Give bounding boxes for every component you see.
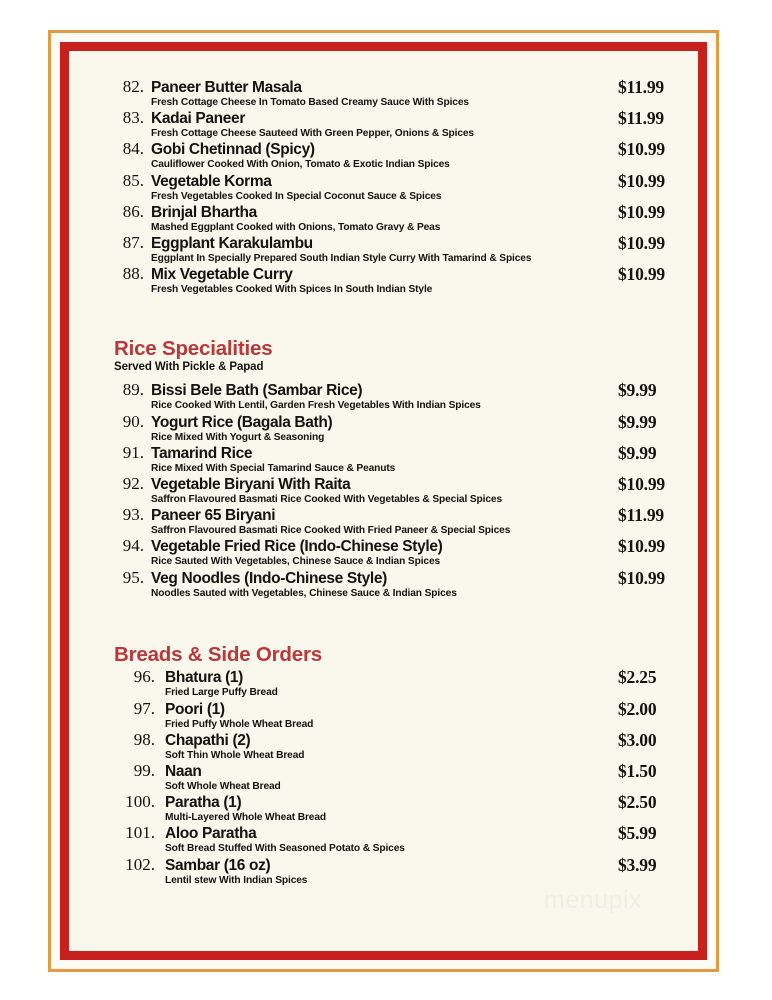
menu-item-name: Gobi Chetinnad (Spicy) (151, 141, 315, 159)
menu-item-headline (113, 108, 658, 128)
menu-item-price: $10.99 (618, 567, 665, 588)
menu-item-price: $5.99 (618, 823, 657, 844)
menu-item-description: Fresh Cottage Cheese In Tomato Based Creamy Sauce With Spices (151, 97, 469, 108)
menu-item-description: Rice Cooked With Lentil, Garden Fresh Vegetables With Indian Spices (151, 400, 481, 412)
menu-item-name: Naan (165, 762, 202, 780)
menu-item-number: 98. (133, 729, 155, 749)
menu-item-name: Paneer 65 Biryani (151, 507, 276, 525)
menu-item-headline (113, 699, 658, 719)
menu-item-price: $10.99 (618, 474, 665, 495)
menu-item-number: 100. (125, 792, 155, 812)
menupix-watermark: menupix (544, 886, 642, 914)
outer-decorative-border (48, 30, 719, 972)
menu-item-name: Paratha (1) (165, 794, 242, 812)
menu-item-price: $9.99 (618, 411, 657, 432)
menu-item-headline (113, 412, 658, 432)
menu-item-price: $9.99 (618, 442, 657, 463)
menu-content-sheet (69, 51, 698, 951)
menu-item-description: Fried Large Puffy Bread (165, 687, 278, 699)
menu-item (113, 730, 658, 761)
menu-item-price: $11.99 (618, 108, 664, 129)
section-heading: Rice Specialities (114, 337, 273, 361)
menu-item-headline (113, 568, 658, 588)
section-heading: Breads & Side Orders (114, 642, 322, 666)
menu-item-name: Mix Vegetable Curry (151, 266, 293, 284)
menu-item-price: $10.99 (618, 233, 665, 254)
menu-item-number: 91. (122, 442, 144, 462)
menu-item-headline (113, 233, 658, 253)
menu-item-description: Lentil stew With Indian Spices (165, 874, 308, 886)
menu-item-description: Rice Mixed With Special Tamarind Sauce & Peanuts (151, 462, 396, 474)
menu-item (113, 443, 658, 474)
menu-item-headline (113, 536, 658, 556)
menu-item-headline (113, 264, 658, 284)
menu-item-number: 95. (122, 567, 144, 587)
menu-item-description: Multi-Layered Whole Wheat Bread (165, 812, 326, 824)
menu-item-headline (113, 77, 658, 97)
menu-item-number: 97. (133, 698, 155, 718)
menu-item-list (113, 77, 665, 296)
menu-item (113, 855, 658, 886)
menu-item-price: $10.99 (618, 536, 665, 557)
menu-item (113, 233, 665, 265)
menu-item-description: Soft Bread Stuffed With Seasoned Potato & Spices (165, 843, 405, 855)
menu-section-breads-side-orders (113, 642, 658, 886)
menu-item-name: Tamarind Rice (151, 444, 253, 462)
menu-item (113, 792, 658, 823)
menu-item-description: Fresh Vegetables Cooked With Spices In South Indian Style (151, 284, 433, 296)
menu-item (113, 170, 665, 202)
menu-item-price: $2.00 (618, 698, 657, 719)
menu-item-headline (113, 855, 658, 875)
menu-item-number: 96. (133, 667, 155, 687)
menu-item (113, 201, 665, 233)
menu-item-headline (113, 730, 658, 750)
menu-item-number: 82. (122, 77, 144, 96)
menu-item (113, 77, 664, 108)
menu-item-price: $11.99 (618, 505, 664, 526)
menu-item-headline (113, 202, 658, 222)
menu-item-price: $9.99 (618, 380, 657, 401)
menu-item-price: $3.00 (618, 729, 657, 750)
menu-item-number: 90. (122, 411, 144, 431)
menu-item-name: Sambar (16 oz) (165, 856, 271, 874)
menu-item-name: Paneer Butter Masala (151, 79, 302, 96)
menu-item-description: Cauliflower Cooked With Onion, Tomato & Exotic Indian Spices (151, 159, 450, 171)
menu-item-name: Vegetable Biryani With Raita (151, 476, 351, 494)
menu-item-name: Yogurt Rice (Bagala Bath) (151, 413, 333, 431)
menu-item-headline (113, 667, 658, 687)
menu-item-description: Mashed Eggplant Cooked with Onions, Tomato Gravy & Peas (151, 221, 441, 233)
menu-item-description: Rice Mixed With Yogurt & Seasoning (151, 431, 325, 443)
menu-item-number: 87. (122, 233, 144, 253)
menu-item-number: 93. (122, 505, 144, 525)
menu-item-description: Soft Whole Wheat Bread (165, 780, 281, 792)
menu-item-price: $10.99 (618, 201, 665, 222)
menu-item-description: Fresh Cottage Cheese Sauteed With Green Pepper, Onions & Spices (151, 128, 474, 140)
menu-item-number: 83. (122, 108, 144, 128)
menu-item-description: Soft Thin Whole Wheat Bread (165, 749, 305, 761)
menu-item-price: $3.99 (618, 854, 657, 875)
menu-item-headline (113, 474, 658, 494)
section-spacer (113, 295, 658, 339)
menu-item-description: Eggplant In Specially Prepared South Indian Style Curry With Tamarind & Spices (151, 253, 532, 265)
menu-item-description: Saffron Flavoured Basmati Rice Cooked With Fried Paneer & Special Spices (151, 525, 511, 537)
menu-item (113, 761, 658, 792)
menu-item-headline (113, 761, 658, 781)
menu-item (113, 474, 665, 506)
menu-item-headline (113, 823, 658, 843)
menu-item-list (113, 380, 665, 599)
menu-item-name: Vegetable Korma (151, 172, 272, 190)
menu-item (113, 264, 665, 296)
menu-item-name: Eggplant Karakulambu (151, 235, 313, 253)
menu-item-description: Rice Sauted With Vegetables, Chinese Sauce & Indian Spices (151, 556, 441, 568)
menu-item (113, 536, 665, 568)
menu-item (113, 823, 658, 854)
menu-item-description: Fried Puffy Whole Wheat Bread (165, 718, 314, 730)
menu-item-headline (113, 380, 658, 400)
menu-item-headline (113, 505, 658, 525)
menu-item-description: Saffron Flavoured Basmati Rice Cooked With Vegetables & Special Spices (151, 494, 503, 506)
menu-item-price: $10.99 (618, 139, 665, 160)
menu-item-number: 89. (122, 380, 144, 400)
menu-item (113, 108, 664, 140)
inner-decorative-border (60, 42, 707, 960)
menu-item-list (113, 667, 658, 885)
menu-item-number: 86. (122, 201, 144, 221)
menu-item-name: Poori (1) (165, 700, 225, 718)
menu-item-number: 84. (122, 139, 144, 159)
menu-item-headline (113, 171, 658, 191)
menu-item-name: Bissi Bele Bath (Sambar Rice) (151, 382, 363, 400)
menu-item-description: Noodles Sauted with Vegetables, Chinese Sauce & Indian Spices (151, 587, 457, 599)
menu-item-number: 102. (125, 854, 155, 874)
menu-item-description: Fresh Vegetables Cooked In Special Coconut Sauce & Spices (151, 190, 442, 202)
menu-item-price: $2.25 (618, 667, 657, 688)
menu-section-curries-continued (113, 77, 665, 296)
menu-item (113, 412, 658, 443)
menu-item (113, 667, 658, 698)
menu-item (113, 699, 658, 730)
menu-item-number: 88. (122, 264, 144, 284)
menu-item (113, 380, 658, 411)
section-spacer (113, 599, 658, 645)
menu-item-name: Vegetable Fried Rice (Indo-Chinese Style) (151, 538, 443, 556)
menu-item (113, 567, 665, 599)
menu-item-headline (113, 443, 658, 463)
menu-item-headline (113, 792, 658, 812)
menu-item-name: Veg Noodles (Indo-Chinese Style) (151, 569, 387, 587)
menu-item-name: Brinjal Bhartha (151, 203, 257, 221)
menu-item (113, 139, 665, 171)
menu-item-name: Chapathi (2) (165, 731, 251, 749)
menu-item-price: $1.50 (618, 760, 657, 781)
menu-sections (113, 77, 665, 886)
menu-item-name: Aloo Paratha (165, 825, 257, 843)
menu-item-price: $11.99 (618, 77, 664, 97)
menu-item-headline (113, 139, 658, 159)
menu-item-number: 94. (122, 536, 144, 556)
menu-item-number: 99. (133, 760, 155, 780)
menu-item-price: $2.50 (618, 792, 657, 813)
menu-item-price: $10.99 (618, 264, 665, 285)
menu-item-number: 101. (125, 823, 155, 843)
menu-item-name: Bhatura (1) (165, 669, 243, 687)
section-note: Served With Pickle & Papad (114, 360, 264, 373)
menu-section-rice-specialities (113, 337, 665, 599)
menu-item-name: Kadai Paneer (151, 110, 246, 128)
menu-item-number: 85. (122, 170, 144, 190)
menu-item-price: $10.99 (618, 170, 665, 191)
menu-item (113, 505, 664, 537)
menu-item-number: 92. (122, 474, 144, 494)
